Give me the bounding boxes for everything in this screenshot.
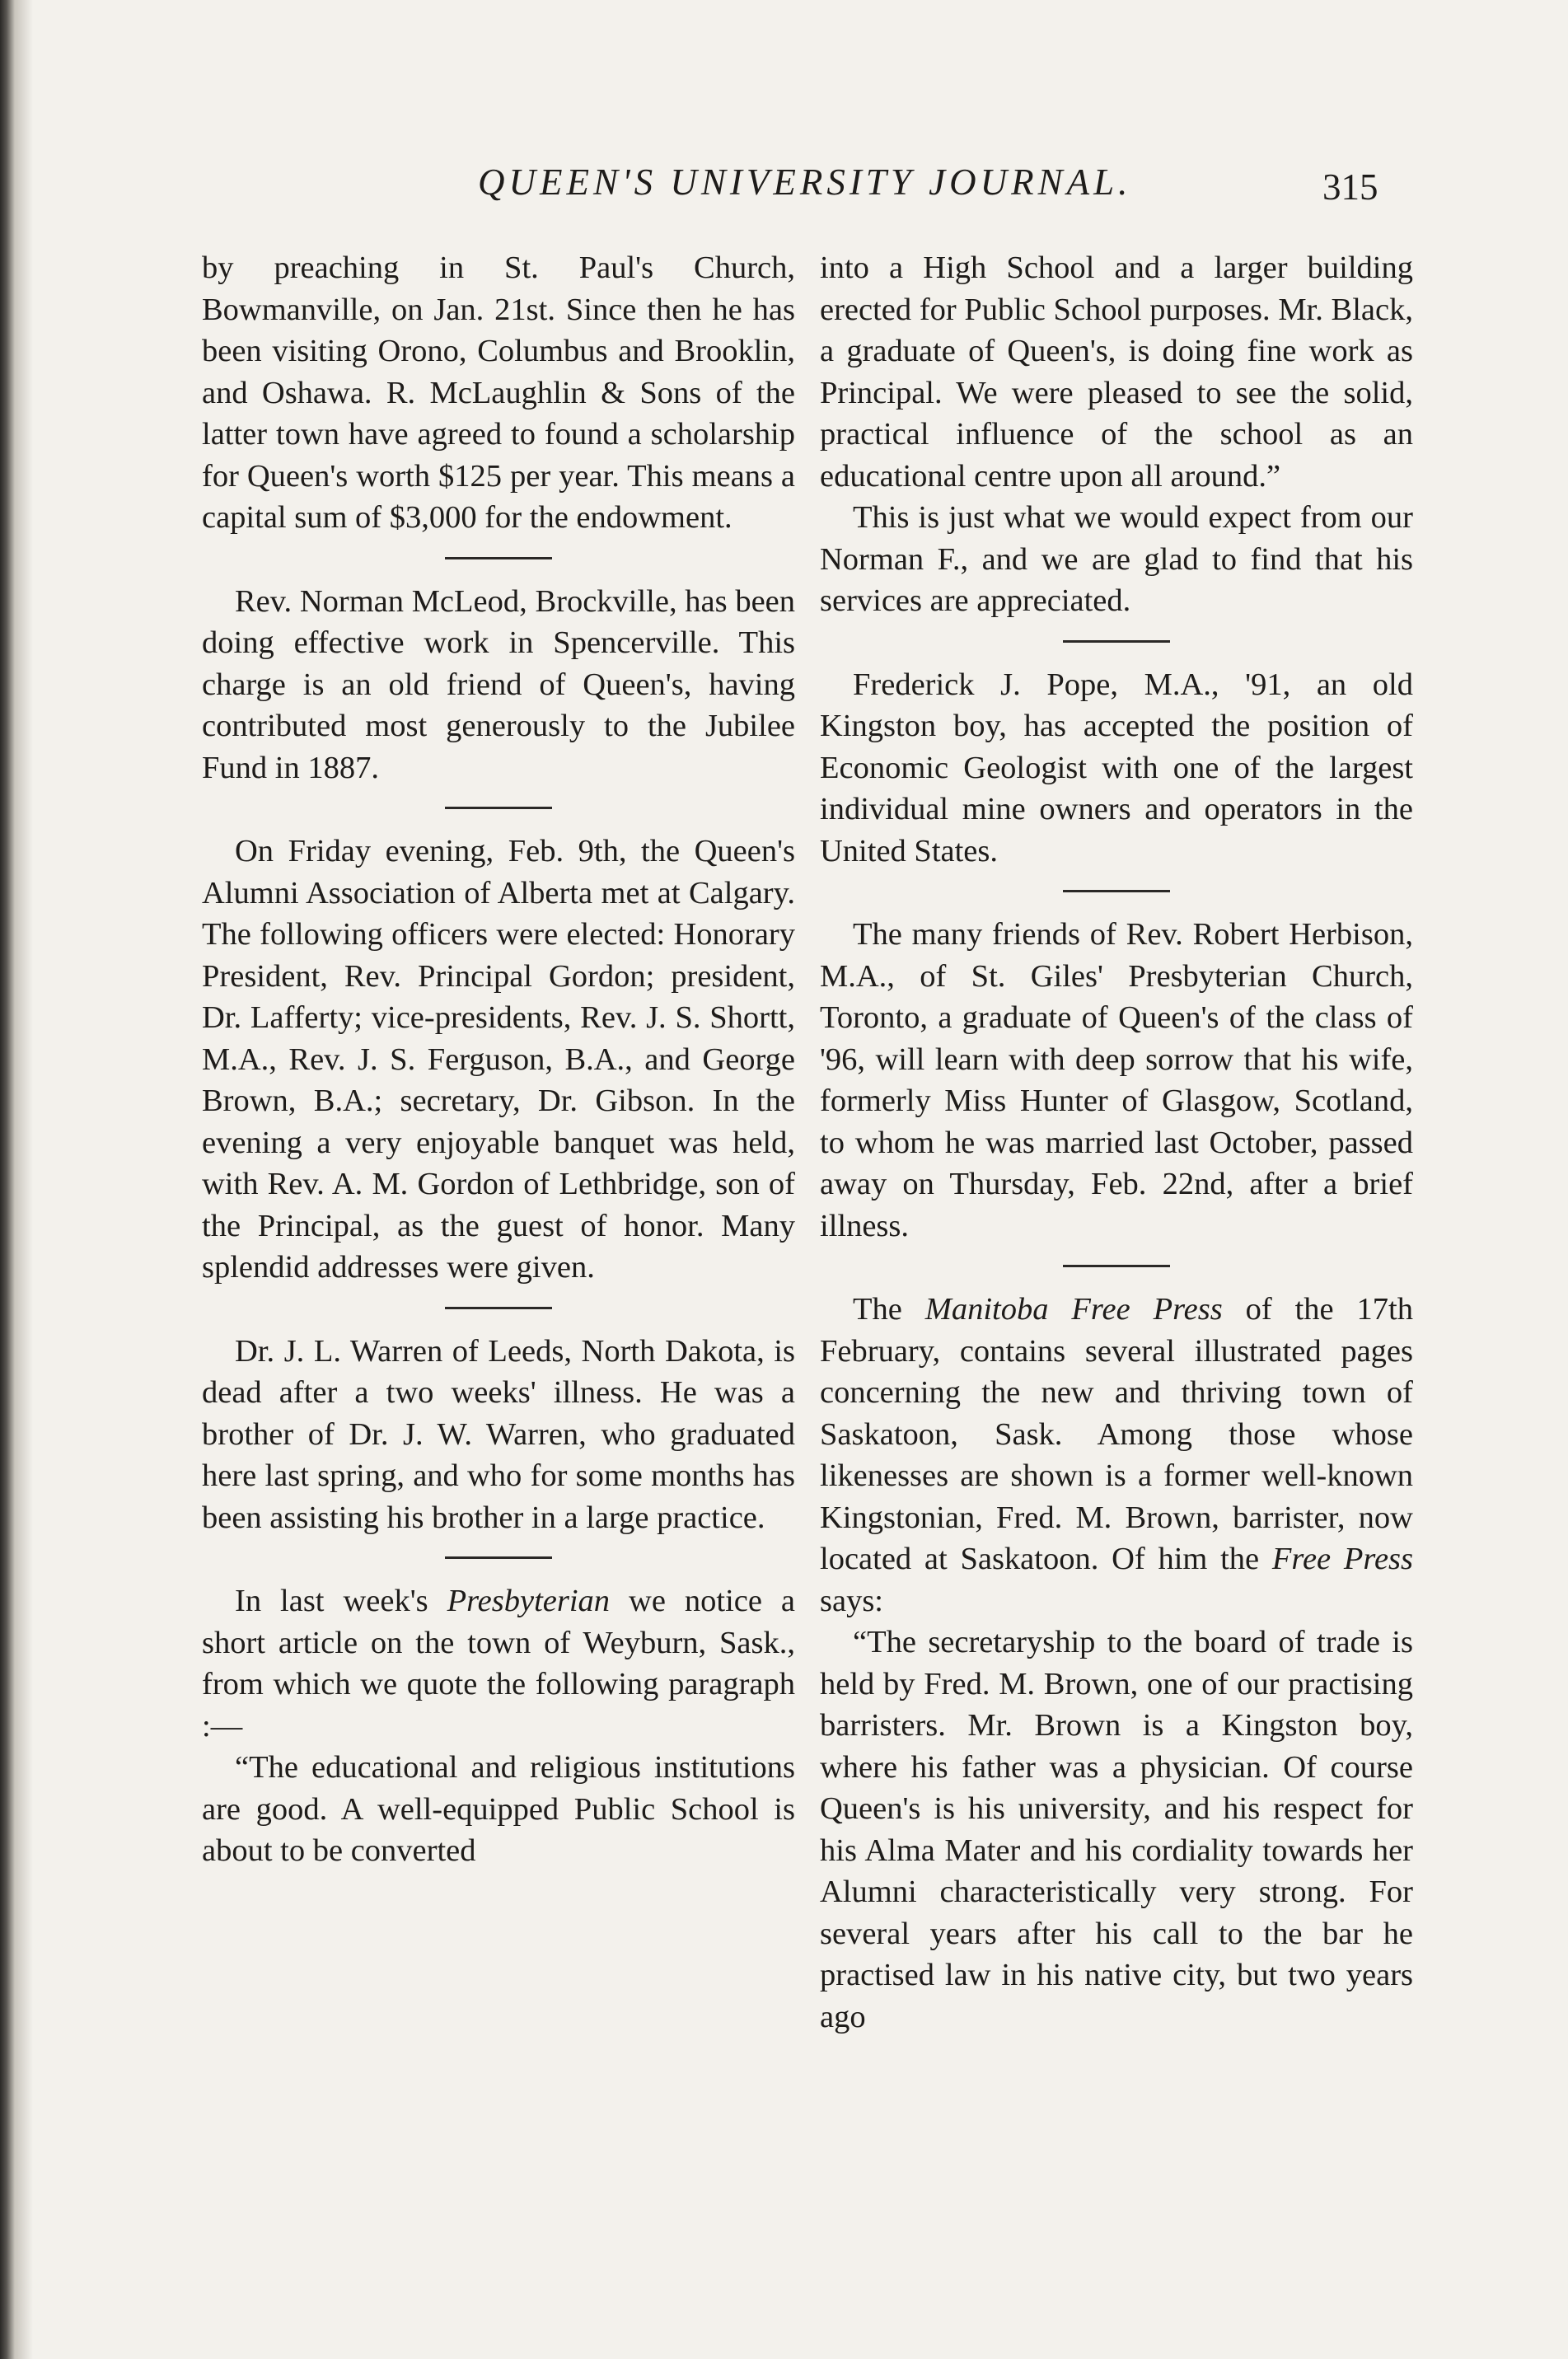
paragraph-warren: Dr. J. L. Warren of Leeds, North Dakota, is dead after a two weeks' illness. He was a brother of Dr. J. W. Warren, who graduated here last spring, and who for some months has been assisting his brother in a large practice. (202, 1333, 795, 1535)
paragraph-norman-f: This is just what we would expect from our Norman F., and we are glad to find that his services are appreciated. (820, 500, 1413, 618)
italic-title: Presbyterian (447, 1584, 611, 1618)
text-segment: we notice a short article on the town of Weyburn, Sask., from which we quote the following paragraph :— (202, 1584, 795, 1744)
book-spine-shadow (0, 0, 33, 2359)
paragraph-quote-continued: into a High School and a larger building erected for Public School purposes. Mr. Black, a graduate of Queen's, is doing fine work as Principal. We were pleased to see the solid, practical influence of the school as an educational centre upon all around.” (820, 250, 1413, 494)
paragraph-mcleod: Rev. Norman McLeod, Brockville, has been doing effective work in Spencerville. This charge is an old friend of Queen's, having contributed most generously to the Jubilee Fund in 1887. (202, 583, 795, 785)
text-segment: of the 17th February, contains several illustrated pages concerning the new and thriving town of Saskatoon, Sask. Among those whose likenesses are shown is a former well-known Kingstonian, Fred. M. Brown, barrister, now located at Saskatoon. Of him the (820, 1292, 1413, 1576)
page-header (461, 161, 1450, 227)
section-divider (1063, 890, 1170, 892)
running-head: QUEEN'S UNIVERSITY JOURNAL. (478, 161, 1132, 203)
paragraph-quote-start: “The educational and religious institutions are good. A well-equipped Public School is about to be converted (202, 1750, 795, 1868)
text-segment: The (853, 1292, 925, 1327)
left-column (202, 247, 795, 1872)
section-divider (1063, 640, 1170, 643)
italic-title: Free Press (1271, 1542, 1413, 1576)
section-divider (445, 1307, 552, 1309)
section-divider (445, 1556, 552, 1559)
paragraph-weyburn (202, 1580, 795, 1747)
paragraph-manitoba-free-press (820, 1289, 1413, 1622)
paragraph-bowmanville: by preaching in St. Paul's Church, Bowmanville, on Jan. 21st. Since then he has been visiting Orono, Columbus and Brooklin, and Oshawa. R. McLaughlin & Sons of the latter town have agreed to found a scholarship for Queen's worth $125 per year. This means a capital sum of $3,000 for the endowment. (202, 250, 795, 535)
page-number: 315 (1322, 166, 1378, 208)
right-column (820, 247, 1413, 2038)
section-divider (1063, 1265, 1170, 1267)
italic-title: Manitoba Free Press (924, 1292, 1223, 1327)
section-divider (445, 807, 552, 809)
text-segment: In last week's (235, 1584, 447, 1618)
paragraph-herbison: The many friends of Rev. Robert Herbison, M.A., of St. Giles' Presbyterian Church, Toronto, a graduate of Queen's of the class of '96, will learn with deep sorrow that his wife, formerly Miss Hunter of Glasgow, Scotland, to whom he was married last October, passed away on Thursday, Feb. 22nd, after a brief illness. (820, 917, 1413, 1243)
paragraph-alberta-alumni: On Friday evening, Feb. 9th, the Queen's Alumni Association of Alberta met at Calgary. The following officers were elected: Honorary President, Rev. Principal Gordon; president, Dr. Lafferty; vice-presidents, Rev. J. S. Shortt, M.A., Rev. J. S. Ferguson, B.A., and George Brown, B.A.; secretary, Dr. Gibson. In the evening a very enjoyable banquet was held, with Rev. A. M. Gordon of Lethbridge, son of the Principal, as the guest of honor. Many splendid addresses were given. (202, 834, 795, 1285)
paragraph-brown-quote: “The secretaryship to the board of trade is held by Fred. M. Brown, one of our practising barristers. Mr. Brown is a Kingston boy, where his father was a physician. Of course Queen's is his university, and his respect for his Alma Mater and his cordiality towards her Alumni characteristically very strong. For several years after his call to the bar he practised law in his native city, but two years ago (820, 1625, 1413, 2034)
section-divider (445, 557, 552, 559)
paragraph-pope: Frederick J. Pope, M.A., '91, an old Kingston boy, has accepted the position of Economic Geologist with one of the largest individual mine owners and operators in the United States. (820, 667, 1413, 868)
text-segment: says: (820, 1583, 883, 1618)
